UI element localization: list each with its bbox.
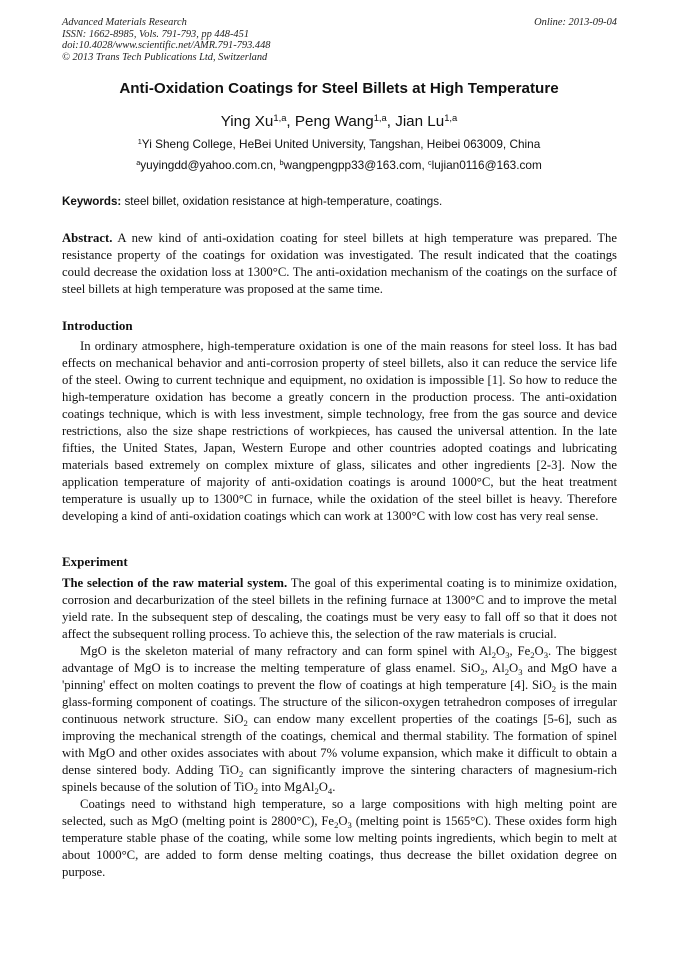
subscript: 3 [518, 666, 523, 677]
subscript: 2 [491, 649, 497, 660]
raw-material-label: The selection of the raw material system. [62, 576, 288, 590]
email-address: wangpengpp33@163.com, [283, 158, 428, 172]
author-superscript: 1,a [273, 111, 287, 123]
para-text: , Al [484, 661, 505, 675]
para-text: and MgO have a 'pinning' effect on molten coatings to prevent the flow of coatings at high temperature [4]. SiO [62, 661, 617, 692]
experiment-paragraph-2 [62, 643, 617, 796]
experiment-heading: Experiment [62, 554, 128, 569]
affiliation-text: Yi Sheng College, HeBei United University, Tangshan, Heibei 063009, China [141, 137, 541, 151]
para-text: can significantly improve the sintering characters of magnesium-rich spinels because of the solution of TiO [62, 763, 617, 794]
author-name: Ying Xu [220, 113, 274, 130]
para-text: O [496, 644, 506, 658]
para-text: into MgAl [258, 780, 315, 794]
author-superscript: 1,a [444, 111, 458, 123]
introduction-paragraph: In ordinary atmosphere, high-temperature oxidation is one of the main reasons for steel loss. It has bad effects on mechanical behavior and anti-corrosion property of steel billets, also it can reduce the service life of the steel. Owing to current technique and equipment, no oxidation is impossible [1]. So how to reduce the high-temperature oxidation has become a greatly concern in the production process. The anti-oxidation coatings technique, which is with less investment, simple technology, free from the gas source and device restrictions, also the size shape restrictions of workpieces, has caused the universal attention. In the late fifties, the United States, Japan, Western Europe and other countries adopted coatings and lubricating materials based extremely on complex mixture of glass, silicates and other ingredients [2-3]. Now the application temperature of majority of anti-oxidation coatings is around 1000°C, but the heat treatment temperature is usually up to 1300°C in furnace, while the oxidation of the steel billet is heavy. Therefore developing a kind of anti-oxidation coatings which can work at 1300°C with low cost has very real sense. [62, 339, 617, 523]
keywords [62, 195, 617, 208]
para-text: O [338, 814, 348, 828]
subscript: 3 [505, 649, 510, 660]
author-list [0, 113, 678, 130]
abstract [62, 230, 617, 298]
subscript: 2 [253, 785, 259, 796]
para-text: Coatings need to withstand high temperature, so a large compositions with high melting point are selected, such as MgO (melting point is 2800°C), Fe [62, 797, 617, 828]
author-superscript: 1,a [373, 111, 387, 123]
introduction-heading: Introduction [62, 318, 133, 333]
email-address: lujian0116@163.com [431, 158, 542, 172]
para-text: can endow many excellent properties of the coatings [5-6], such as improving the mechanical strength of the coatings, chemical and thermal stability. The formation of spinel with MgO and other oxides associates with about 7% volume expansion, which make it difficult to obtain a dense sintered body. Adding TiO [62, 712, 617, 777]
journal-name: Advanced Materials Research [62, 17, 187, 28]
para-text: . [332, 780, 336, 794]
experiment-paragraph-3 [62, 796, 617, 881]
para-text: is the main glass-forming component of coatings. The structure of the silicon-oxygen tetrahedron composes of irregular continuous network structure. SiO [62, 678, 617, 726]
keywords-text: steel billet, oxidation resistance at high-temperature, coatings. [121, 195, 443, 208]
doi-line: doi:10.4028/www.scientific.net/AMR.791-793.448 [62, 40, 271, 51]
paper-title: Anti-Oxidation Coatings for Steel Billets at High Temperature [119, 80, 559, 97]
issn-line: ISSN: 1662-8985, Vols. 791-793, pp 448-451 [62, 28, 250, 40]
email-superscript: a [136, 157, 141, 167]
experiment-paragraph-1 [62, 575, 617, 643]
subscript: 2 [530, 649, 535, 660]
subscript: 2 [314, 785, 319, 796]
copyright-line: © 2013 Trans Tech Publications Ltd, Switzerland [62, 51, 268, 63]
raw-material-text: The goal of this experimental coating is to minimize oxidation, corrosion and decarburization of the steel billets in the refining furnace at 1300°C and to improve the metal yield rate. In the subsequent step of descaling, the coatings must be very easy to fall off so that it does not affect the subsequent rolling process. To achieve this, the selection of the raw materials is crucial. [62, 576, 618, 641]
subscript: 3 [347, 819, 352, 830]
affiliation-superscript: 1 [137, 136, 142, 146]
para-text: MgO is the skeleton material of many refractory and can form spinel with Al [80, 644, 492, 658]
affiliation [0, 137, 678, 151]
author-name: Jian Lu [395, 113, 445, 130]
author-name: Peng Wang [294, 113, 374, 130]
subscript: 2 [480, 666, 485, 677]
abstract-label: Abstract. [62, 231, 113, 245]
subscript: 3 [543, 649, 548, 660]
email-address: yuyingdd@yahoo.com.cn, [140, 158, 280, 172]
introduction-body [62, 338, 617, 525]
keywords-label: Keywords: [62, 195, 122, 208]
para-text: . The biggest advantage of MgO is to increase the melting temperature of glass enamel. SiO [62, 644, 617, 675]
experiment-body [62, 575, 617, 881]
para-text: O [509, 661, 519, 675]
subscript: 2 [551, 683, 557, 694]
para-text: O [318, 780, 328, 794]
para-text: O [534, 644, 544, 658]
author-separator: , [386, 113, 396, 130]
online-date: Online: 2013-09-04 [534, 17, 617, 28]
email-superscript: c [428, 157, 432, 167]
journal-header [62, 17, 617, 63]
author-separator: , [286, 113, 295, 130]
abstract-text: A new kind of anti-oxidation coating for steel billets at high temperature was prepared. The resistance property of the coatings for oxidation was investigated. The result indicated that the coatings could decrease the oxidation loss at 1300°C. The anti-oxidation mechanism of the coatings on the surface of steel billets at high temperature was proposed at the same time. [62, 231, 617, 296]
subscript: 2 [334, 819, 339, 830]
email-list [0, 158, 678, 172]
subscript: 2 [243, 717, 248, 728]
email-superscript: b [279, 157, 284, 167]
para-text: , Fe [509, 644, 531, 658]
para-text: (melting point is 1565°C). These oxides form high temperature stable phase of the coating, while some low melting points ingredients, which begin to melt at about 1000°C, are added to form dense melting coatings, thus decrease the billet oxidation degree on purpose. [62, 814, 617, 879]
subscript: 2 [504, 666, 510, 677]
subscript: 4 [327, 785, 333, 796]
subscript: 2 [238, 768, 244, 779]
